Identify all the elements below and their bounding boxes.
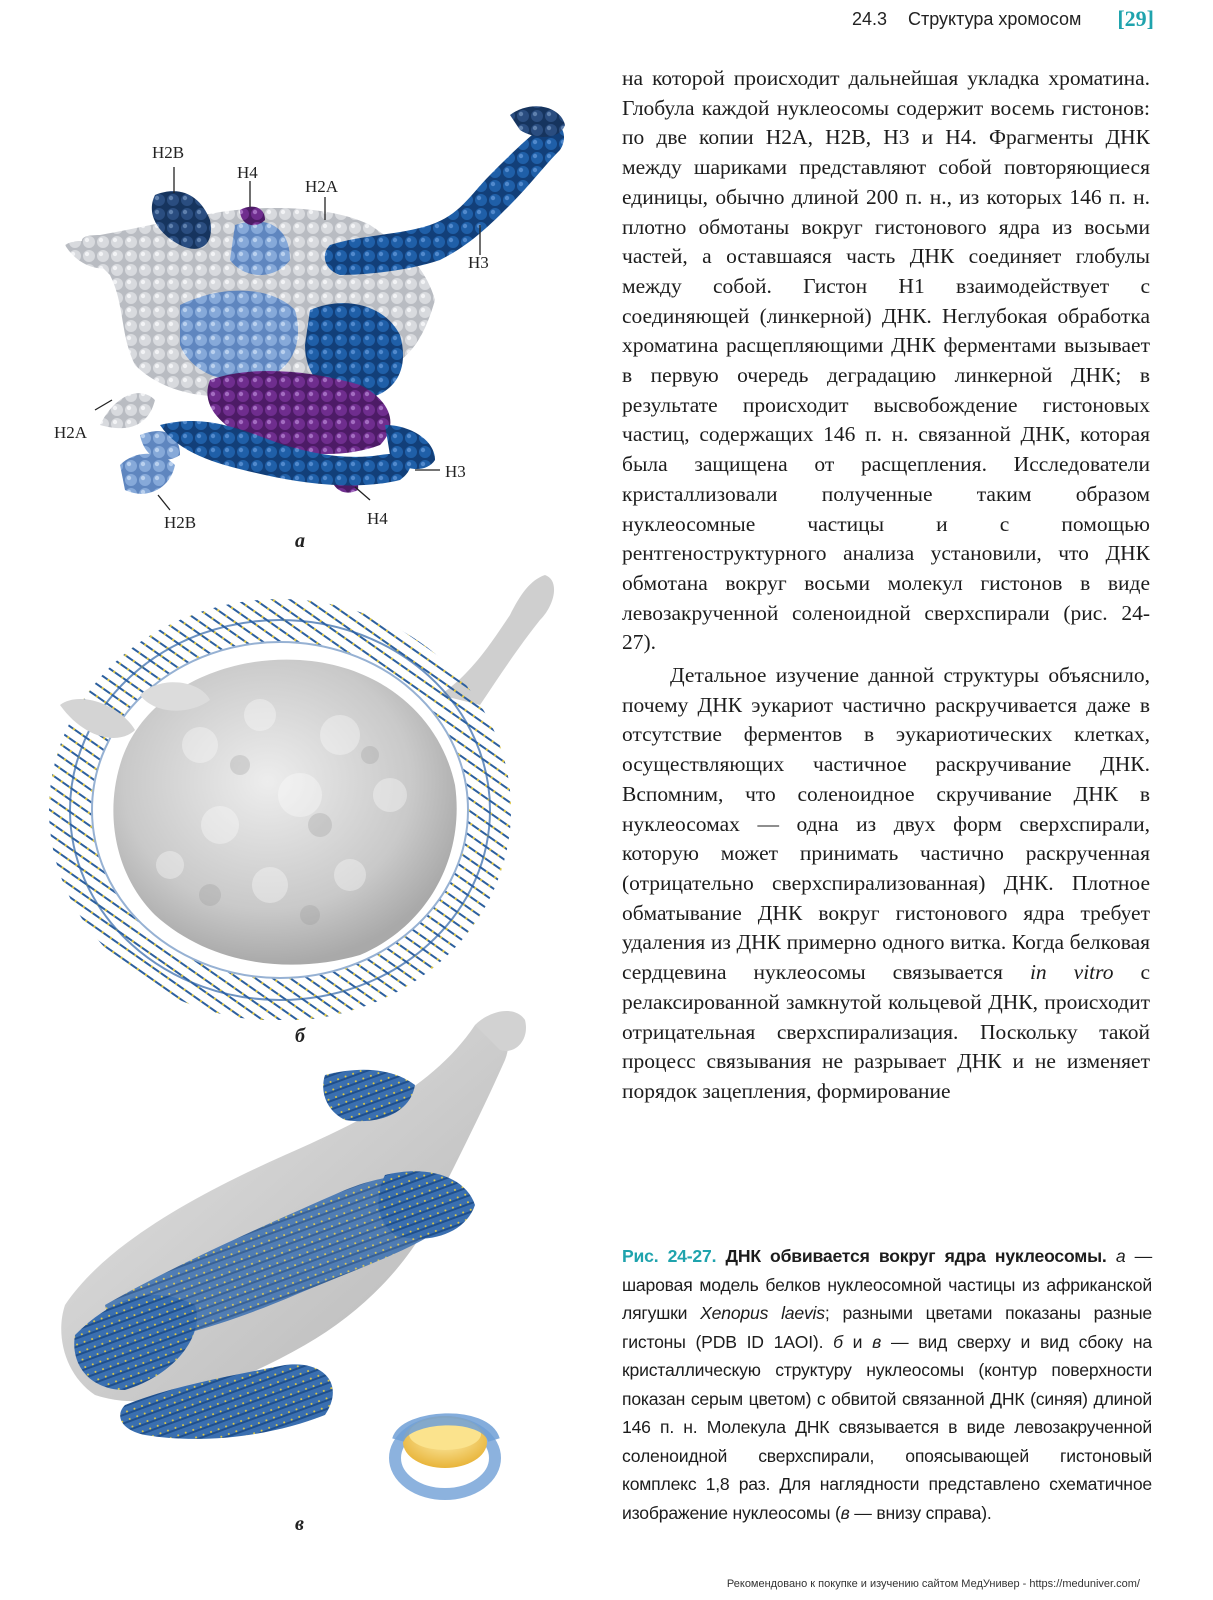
caption-text-2: ; разными цветами показаны разные гистоны (PDB ID 1AOI). — [622, 1303, 1153, 1352]
label-h4-top: H4 — [237, 163, 258, 182]
page-number-value: 29 — [1124, 6, 1147, 31]
caption-text-5: — внизу справа). — [849, 1502, 992, 1523]
caption-italic-1: а — [1115, 1246, 1126, 1266]
caption-figure-title: ДНК обвивается вокруг ядра нуклеосомы. — [725, 1246, 1107, 1266]
histone-ball-model-image — [40, 95, 580, 560]
nucleosome-top-view-image — [40, 565, 570, 1020]
paragraph-2-italic: in vitro — [1029, 960, 1114, 985]
running-head — [846, 8, 1156, 32]
paragraph-2-part-2: с релаксированной замкнутой кольцевой ДНК, происходит отрицательная сверхспирализация. Поскольку такой процесс связывания не разрывает ДНК и не изменяет порядок зацепления, формирование — [622, 960, 1150, 1103]
chapter-title: Структура хромосом — [908, 9, 1082, 29]
label-h3-top: H3 — [468, 253, 489, 272]
caption-text-3: и — [842, 1331, 873, 1352]
footer-watermark-text: Рекомендовано к покупке и изучению сайтом МедУнивер - https://meduniver.com/ — [726, 1578, 1140, 1590]
nucleosome-side-view-image — [45, 1005, 545, 1505]
figure-caption — [622, 1242, 1152, 1527]
paragraph-2 — [622, 661, 1150, 1107]
figure-a-histone-model — [40, 95, 580, 560]
figure-c-nucleosome-side-view — [45, 1005, 545, 1505]
panel-label-c: в — [295, 1513, 304, 1535]
label-h2a-top: H2A — [305, 177, 339, 196]
panel-label-b: б — [295, 1025, 305, 1047]
label-h4-bottom: H4 — [367, 509, 388, 528]
label-h2b-bottom: H2B — [164, 513, 197, 532]
caption-text-4: — вид сверху и вид сбоку на кристаллическую структуру нуклеосомы (контур поверхности показан серым цветом) с обвитой связанной ДНК (синяя) длиной 146 п. н. Молекула ДНК связывается в виде левозакрученной соленоидной сверхспирали, опоясывающей гистоновый комплекс 1,8 раз. Для наглядности представлено схематичное изображение нуклеосомы ( — [622, 1331, 1152, 1523]
body-text — [622, 64, 1150, 1107]
page-number: [29] — [1117, 6, 1154, 31]
caption-italic-2: Xenopus laevis — [700, 1303, 825, 1323]
panel-label-a: а — [295, 530, 305, 552]
paragraph-2-part-1: Детальное изучение данной структуры объяснило, почему ДНК эукариот частично раскручивается даже в отсутствие ферментов в эукариотических клетках, осуществляющих частичное раскручивание ДНК. Вспомним, что соленоидное скручивание ДНК в нуклеосомах — одна из двух форм сверхспирали, которую может принимать частично раскрученная (отрицательно сверхспирализованная) ДНК. Плотное обматывание ДНК вокруг гистонового ядра требует удаления из ДНК примерно одного витка. Когда белковая сердцевина нуклеосомы связывается — [622, 663, 1150, 985]
nucleosome-schematic-icon — [395, 1416, 495, 1494]
figure-b-nucleosome-top-view — [40, 565, 570, 1020]
caption-italic-4: в — [872, 1331, 882, 1352]
caption-figure-number: Рис. 24-27. — [622, 1246, 717, 1266]
caption-text-1: — шаровая модель белков нуклеосомной частицы из африканской лягушки — [622, 1246, 1152, 1323]
label-h3-bottom: H3 — [445, 462, 466, 481]
section-number: 24.3 — [852, 9, 888, 29]
paragraph-1: на которой происходит дальнейшая укладка хроматина. Глобула каждой нуклеосомы содержит восемь гистонов: по две копии H2A, H2B, H3 и H4. Фрагменты ДНК между шариками представляют собой повторяющиеся единицы, обычно длиной 200 п. н., из которых 146 п. н. плотно обмотаны вокруг гистонового ядра из восьми частей, а оставшаяся часть ДНК соединяет глобулы между собой. Гистон H1 взаимодействует с соединяющей (линкерной) ДНК. Неглубокая обработка хроматина расщепляющими ДНК ферментами вызывает в первую очередь деградацию линкерной ДНК; в результате происходит высвобождение гистоновых частиц, содержащих 146 п. н. связанной ДНК, которая была защищена от расщепления. Исследователи кристаллизовали полученные таким образом нуклеосомные частицы и с помощью рентгеноструктурного анализа установили, что ДНК обмотана вокруг восьми молекул гистонов в виде левозакрученной соленоидной сверхспирали (рис. 24-27). — [622, 66, 1150, 655]
caption-italic-5: в — [840, 1502, 850, 1523]
label-h2b-top: H2B — [152, 143, 185, 162]
caption-italic-3: б — [833, 1331, 843, 1352]
label-h2a-left: H2A — [54, 423, 88, 442]
